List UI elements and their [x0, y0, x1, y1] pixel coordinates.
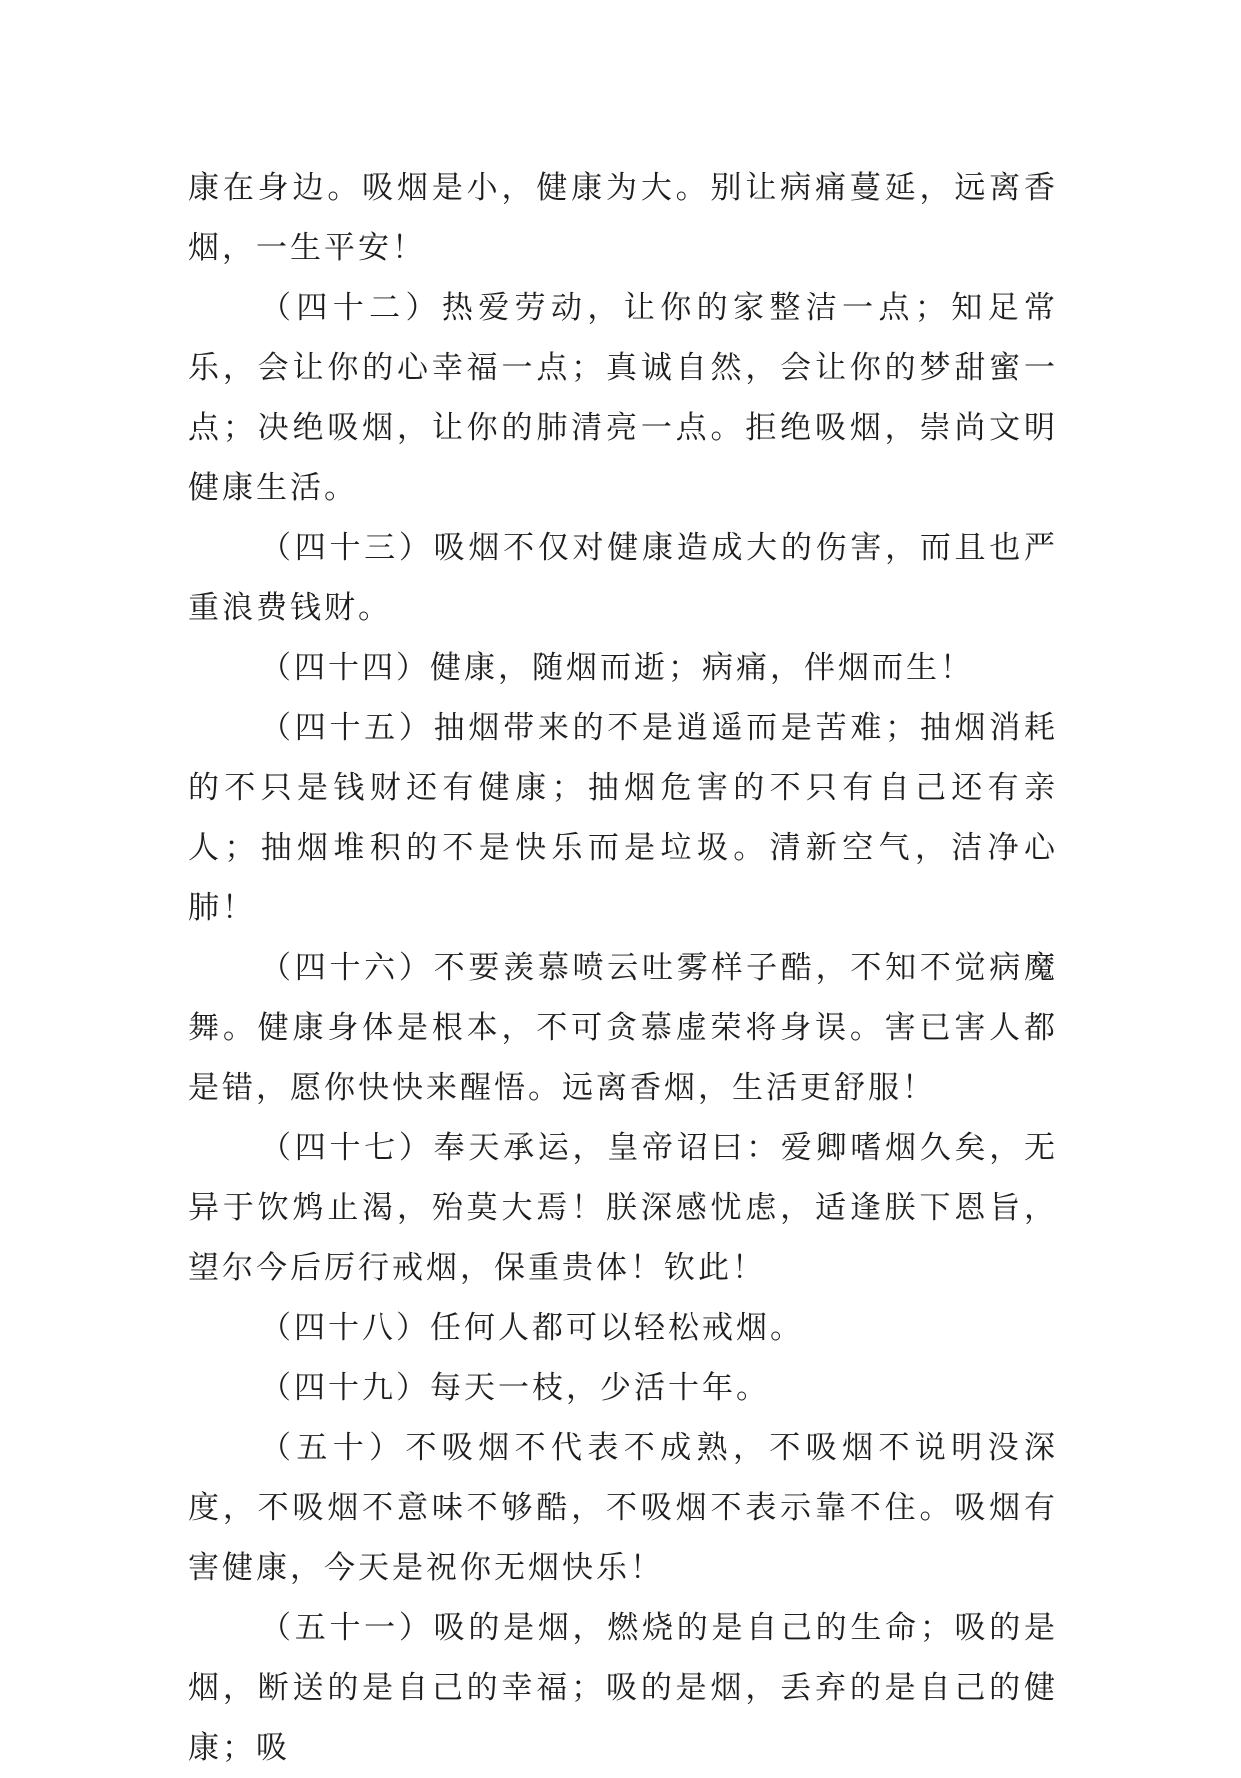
paragraph-45: （四十五）抽烟带来的不是逍遥而是苦难；抽烟消耗的不只是钱财还有健康；抽烟危害的不只有自己还有亲人；抽烟堆积的不是快乐而是垃圾。清新空气，洁净心肺！	[188, 710, 1058, 926]
paragraph-42: （四十二）热爱劳动，让你的家整洁一点；知足常乐，会让你的心幸福一点；真诚自然，会让你的梦甜蜜一点；决绝吸烟，让你的肺清亮一点。拒绝吸烟，崇尚文明健康生活。	[188, 290, 1058, 506]
paragraph-44: （四十四）健康，随烟而逝；病痛，伴烟而生！	[260, 650, 974, 686]
document-body	[188, 158, 1058, 1778]
paragraph-48: （四十八）任何人都可以轻松戒烟。	[260, 1310, 804, 1346]
paragraph-47: （四十七）奉天承运，皇帝诏曰：爱卿嗜烟久矣，无异于饮鸩止渴，殆莫大焉！朕深感忧虑，适逢朕下恩旨，望尔今后厉行戒烟，保重贵体！钦此！	[188, 1130, 1058, 1286]
paragraph-43: （四十三）吸烟不仅对健康造成大的伤害，而且也严重浪费钱财。	[188, 530, 1058, 626]
paragraph-49: （四十九）每天一枝，少活十年。	[260, 1370, 770, 1406]
paragraph-51: （五十一）吸的是烟，燃烧的是自己的生命；吸的是烟，断送的是自己的幸福；吸的是烟，丢弃的是自己的健康；吸	[188, 1610, 1058, 1766]
paragraph-continued: 康在身边。吸烟是小，健康为大。别让病痛蔓延，远离香烟，一生平安！	[188, 170, 1058, 266]
paragraph-46: （四十六）不要羡慕喷云吐雾样子酷，不知不觉病魔舞。健康身体是根本，不可贪慕虚荣将身误。害已害人都是错，愿你快快来醒悟。远离香烟，生活更舒服！	[188, 950, 1058, 1106]
paragraph-50: （五十）不吸烟不代表不成熟，不吸烟不说明没深度，不吸烟不意味不够酷，不吸烟不表示靠不住。吸烟有害健康，今天是祝你无烟快乐！	[188, 1430, 1058, 1586]
